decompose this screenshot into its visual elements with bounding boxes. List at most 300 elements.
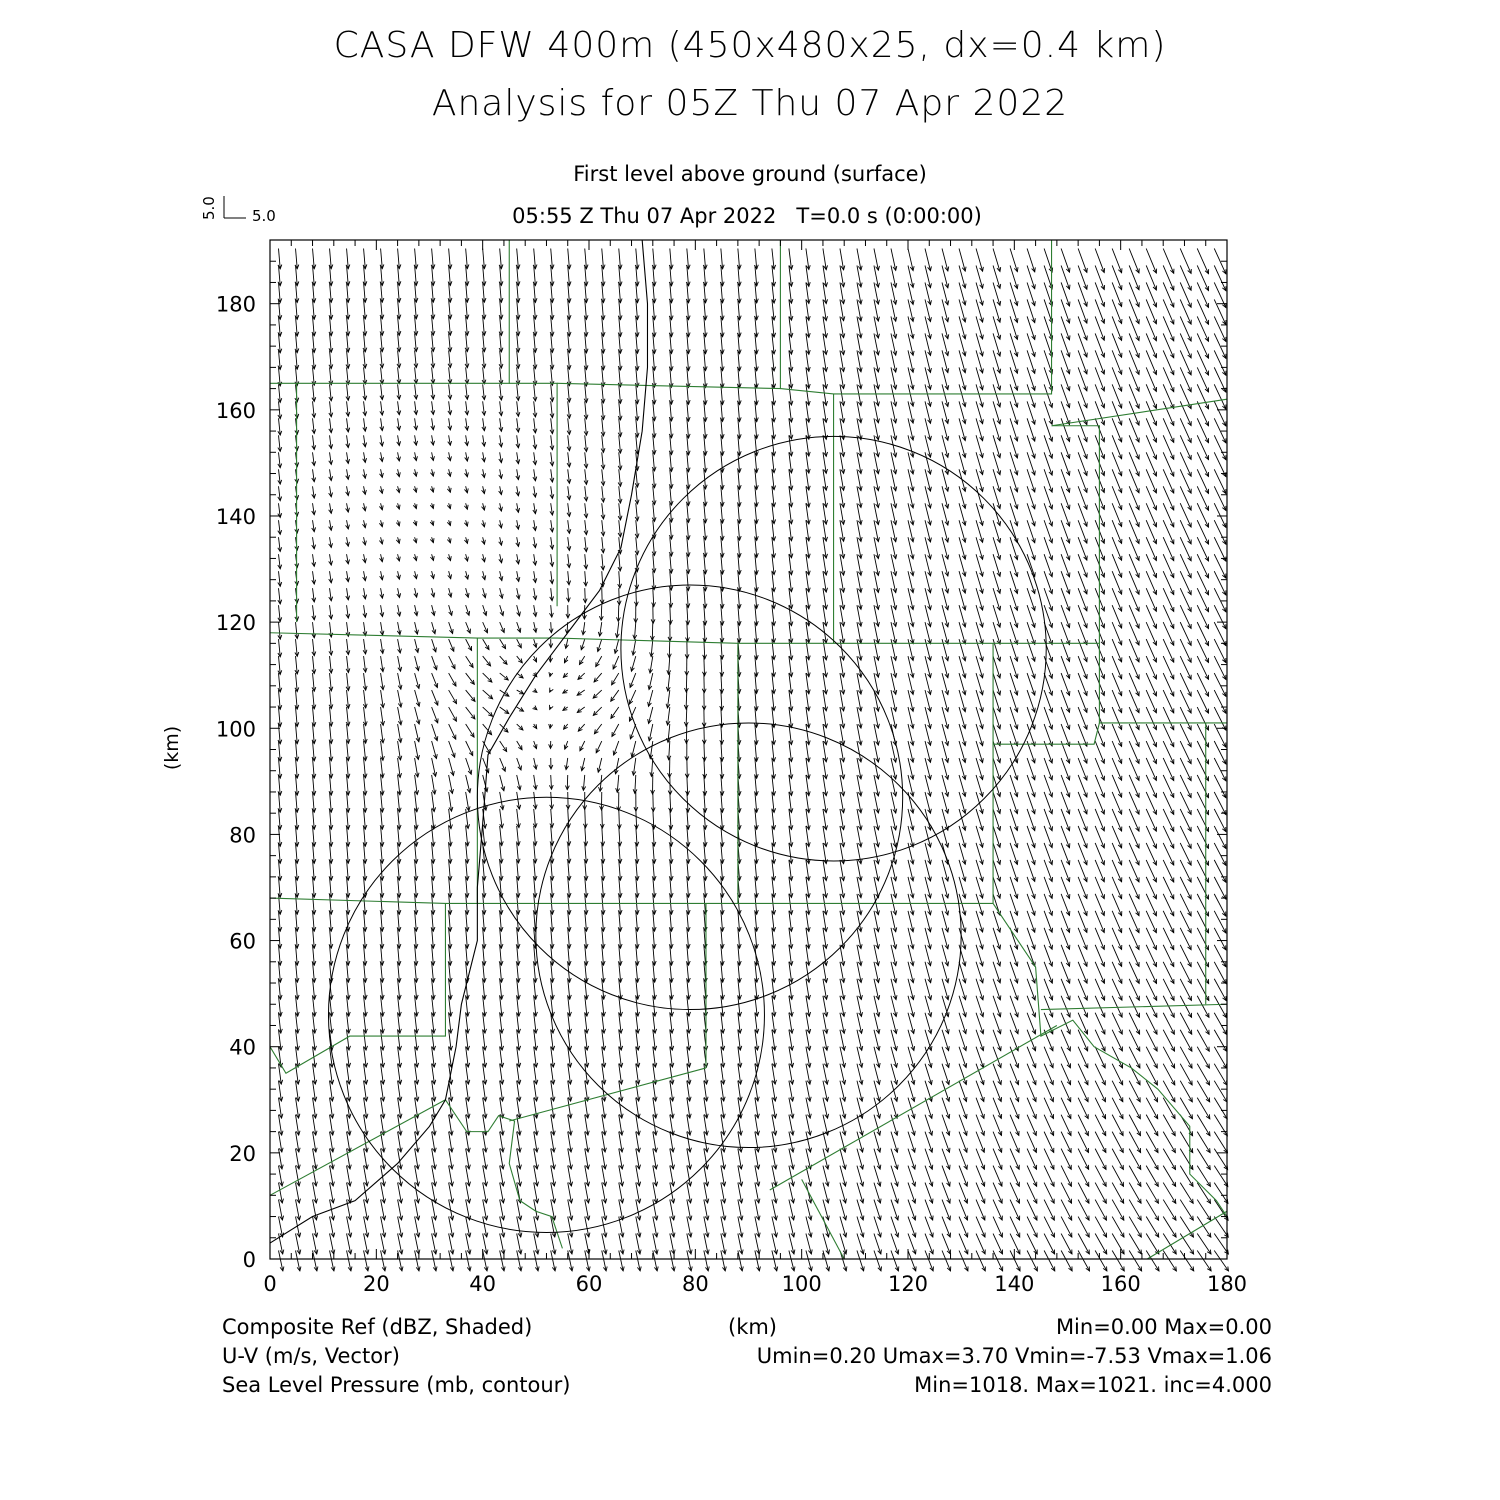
wind-vector [636,1183,641,1203]
wind-vector [687,1183,692,1203]
wind-vector [500,622,505,632]
wind-vector [396,503,400,509]
wind-vector [533,486,537,497]
wind-vector [1180,1251,1194,1271]
wind-vector [567,401,571,418]
wind-vector [329,724,333,743]
wind-vector [380,333,384,351]
wind-vector [789,1047,794,1067]
wind-vector [806,996,811,1017]
wind-vector [312,537,316,549]
wind-vector [499,588,503,598]
wind-vector [381,1183,386,1203]
wind-vector [482,367,486,383]
wind-vector [346,367,350,384]
wind-vector [772,1115,777,1135]
wind-vector [1180,843,1191,865]
wind-vector [363,418,367,431]
wind-vector [448,554,452,560]
wind-vector [380,367,384,383]
wind-vector [516,469,520,479]
wind-vector [397,333,401,351]
wind-vector [329,469,333,480]
wind-vector [466,792,470,811]
y-tick-label: 40 [229,1035,256,1060]
wind-vector [430,469,434,476]
wind-vector [648,673,653,689]
wind-vector [1112,1217,1124,1238]
wind-vector [1061,1217,1072,1238]
y-tick-label: 0 [242,1248,256,1272]
wind-vector [465,826,469,846]
wind-vector [1180,1217,1193,1238]
wind-vector [567,503,571,516]
wind-vector [738,1132,743,1152]
wind-vector [772,1064,777,1084]
wind-vector [533,554,537,565]
wind-vector [669,792,673,812]
wind-vector [278,248,282,268]
vector-key-u-label: 5.0 [252,207,276,225]
wind-vector [346,571,350,582]
wind-vector [483,639,489,649]
wind-vector [499,248,503,268]
wind-vector [380,401,384,415]
wind-vector [564,741,568,749]
wind-vector [1163,1234,1176,1255]
wind-vectors [278,248,1229,1270]
wind-vector [533,622,537,632]
wind-vector [618,486,622,503]
wind-vector [449,1166,454,1186]
wind-vector [601,367,605,386]
wind-vector [631,741,636,757]
wind-vector [329,367,333,384]
wind-vector [669,588,673,607]
wind-vector [278,639,282,657]
wind-vector [993,1251,1003,1271]
wind-vector [1146,843,1156,865]
wind-vector [312,486,316,498]
wind-vector [346,469,350,479]
wind-vector [413,486,417,492]
wind-vector [630,724,636,739]
vector-key-v-label: 5.0 [200,196,218,220]
wind-vector [703,571,707,591]
county-line [270,633,1099,644]
wind-vector [381,724,385,743]
county-line [445,1100,562,1249]
wind-vector [1078,1217,1089,1238]
wind-vector [567,826,571,846]
wind-vector [396,486,400,492]
wind-vector [448,367,452,383]
wind-vector [669,435,673,454]
wind-vector [363,469,367,478]
wind-vector [648,690,653,706]
wind-vector [585,1166,590,1186]
wind-vector [601,537,605,553]
wind-vector [448,588,452,597]
plot-title: CASA DFW 400m (450x480x25, dx=0.4 km) [333,25,1167,66]
wind-vector [618,418,622,436]
wind-vector [653,1149,658,1169]
wind-vector [464,537,468,543]
y-tick-label: 120 [215,611,256,636]
wind-vector [295,639,299,656]
wind-vector [449,1183,454,1203]
wind-vector [398,758,402,777]
wind-vector [449,673,456,686]
wind-vector [432,1166,437,1186]
wind-vector [685,656,689,675]
county-line [270,898,993,903]
wind-vector [670,1115,674,1135]
wind-vector [857,248,862,270]
wind-vector [533,350,537,368]
wind-vector [396,469,400,476]
wind-vector [346,690,350,708]
wind-vector [483,1166,488,1186]
wind-vector [295,673,299,692]
wind-vector [584,418,588,435]
wind-vector [379,537,383,544]
wind-vector [465,571,469,579]
wind-vector [483,690,493,699]
wind-vector [448,826,452,846]
wind-vector [517,639,522,648]
wind-vector [549,622,553,633]
wind-vector [685,758,689,778]
x-tick-label: 60 [575,1272,603,1296]
wind-vector [652,418,656,437]
wind-vector [1163,843,1174,865]
wind-vector [346,537,350,546]
wind-vector [482,316,486,335]
wind-vector [363,656,367,672]
wind-vector [721,1149,726,1169]
wind-vector [755,1166,760,1186]
wind-vector [1214,1217,1228,1238]
level-label: First level above ground (surface) [573,162,927,186]
wind-vector [449,724,456,739]
wind-vector [772,248,776,269]
wind-vector [596,656,602,667]
wind-vector [635,571,639,589]
wind-vector [635,486,639,504]
wind-vector [516,435,520,448]
wind-vector [465,248,469,268]
wind-vector [432,724,438,741]
wind-vector [619,1115,623,1135]
wind-vector [465,418,469,430]
wind-vector [568,1115,572,1135]
wind-vector [431,452,435,460]
wind-vector [397,605,401,616]
wind-vector [636,1132,641,1152]
wind-vector [565,758,569,770]
wind-vector [346,350,350,368]
wind-vector [449,690,457,703]
wind-vector [584,571,588,586]
wind-vector [295,656,299,674]
wind-vector [363,605,367,617]
wind-vector [1129,1234,1141,1255]
wind-vector [449,792,453,811]
wind-vector [313,1132,318,1152]
wind-vector [584,435,588,451]
wind-vector [652,469,656,487]
wind-vector [567,520,571,533]
wind-vector [551,1115,555,1135]
wind-vector [312,520,316,531]
wind-vector [432,690,438,705]
wind-vector [1197,894,1208,916]
wind-vector [414,401,418,414]
wind-vector [550,401,554,417]
wind-vector [414,316,418,335]
wind-vector [380,741,384,760]
wind-vector [619,1166,624,1186]
wind-vector [533,588,537,600]
wind-vector [703,605,707,625]
wind-vector [500,639,506,649]
time-label: 05:55 Z Thu 07 Apr 2022 T=0.0 s (0:00:00) [512,204,982,228]
wind-vector [346,418,350,432]
wind-vector [583,588,587,603]
wind-vector [329,690,333,709]
wind-vector [415,673,420,688]
wind-vector [364,1115,368,1135]
wind-vector [465,843,469,863]
wind-vector [611,707,619,718]
wind-vector [1044,1234,1055,1254]
wind-vector [482,452,486,462]
wind-vector [346,605,350,618]
wind-vector [500,605,504,616]
wind-vector [295,248,299,268]
wind-vector [1044,1217,1054,1238]
wind-vector [566,588,570,602]
wind-vector [581,758,585,771]
wind-vector [432,707,438,723]
wind-vector [550,588,554,601]
wind-vector [652,571,656,589]
wind-vector [533,248,537,268]
wind-vector [1180,1234,1193,1255]
wind-vector [533,418,537,433]
wind-vector [630,673,636,687]
wind-vector [517,707,524,711]
wind-vector [449,707,457,721]
wind-vector [618,435,622,453]
wind-vector [652,435,656,454]
wind-vector [499,333,503,352]
wind-vector [567,554,571,567]
wind-vector [601,452,605,469]
wind-vector [414,248,418,268]
wind-vector [329,350,333,368]
wind-vector [1197,775,1208,798]
wind-vector [599,605,603,620]
wind-vector [516,418,520,432]
wind-vector [1197,877,1208,899]
y-tick-label: 100 [215,717,256,742]
wind-vector [602,1149,607,1169]
wind-vector [533,775,537,789]
wind-vector [414,792,418,812]
wind-vector [415,690,420,706]
wind-vector [329,452,333,464]
wind-vector [346,520,350,529]
wind-vector [1163,792,1174,814]
wind-vector [346,486,350,495]
wind-vector [466,741,473,756]
wind-vector [499,384,503,400]
wind-vector [806,1030,811,1051]
wind-vector [840,248,845,269]
wind-vector [329,673,333,691]
wind-vector [347,1166,352,1186]
wind-vector [686,588,690,607]
wind-vector [1112,1234,1124,1254]
wind-vector [500,809,504,828]
wind-vector [517,690,524,694]
wind-vector [363,248,367,268]
wind-vector [686,571,690,590]
wind-vector [702,656,706,676]
wind-vector [465,333,469,351]
wind-vector [465,367,469,383]
wind-vector [517,673,523,678]
plot-subtitle: Analysis for 05Z Thu 07 Apr 2022 [431,83,1069,124]
wind-vector [380,435,384,446]
wind-vector [447,503,451,508]
wind-vector [1180,826,1191,848]
wind-vector [1197,826,1208,848]
wind-vector [533,367,537,385]
wind-vector [533,537,537,548]
wind-vector [686,248,690,268]
wind-vector [1163,1217,1176,1238]
wind-vector [925,248,931,270]
wind-vector [482,486,486,493]
wind-vector [517,1132,522,1152]
wind-vector [431,418,435,430]
wind-vector [500,673,509,680]
wind-vector [1214,843,1226,865]
x-tick-label: 140 [994,1272,1035,1296]
wind-vector [611,690,619,701]
wind-vector [431,401,435,414]
wind-vector [584,520,588,534]
wind-vector [312,605,316,620]
wind-vector [687,1115,691,1135]
wind-vector [516,520,520,529]
wind-vector [598,622,602,636]
wind-vector [330,1183,335,1203]
wind-vector [398,690,403,707]
wind-vector [581,639,585,650]
wind-vector [1095,1251,1107,1271]
wind-vector [397,571,401,579]
wind-vector [278,605,282,621]
wind-vector [685,724,689,743]
wind-vector [601,826,605,846]
county-line [802,1179,845,1259]
wind-vector [432,1149,437,1169]
wind-vector [363,316,367,335]
wind-vector [567,248,571,268]
wind-vector [597,758,601,772]
wind-vector [584,248,588,268]
wind-vector [533,639,537,647]
wind-vector [499,316,503,335]
wind-vector [516,588,520,599]
wind-vector [533,724,537,729]
wind-vector [669,248,673,268]
wind-vector [381,1115,385,1135]
wind-vector [278,571,282,586]
wind-vector [398,1132,403,1152]
wind-vector [601,503,605,519]
wind-vector [278,537,282,551]
wind-vector [312,452,316,465]
wind-vector [482,350,486,368]
wind-vector [346,724,350,743]
wind-vector [278,554,282,569]
wind-vector [482,588,486,598]
wind-vector [466,622,471,633]
wind-vector [466,758,472,774]
wind-vector [1129,1217,1141,1238]
wind-vector [601,248,605,268]
wind-vector [482,333,486,351]
wind-vector [482,469,486,477]
wind-vector [772,1081,777,1101]
wind-vector [806,1013,811,1034]
wind-vector [296,1115,300,1135]
wind-vector [329,384,333,401]
wind-vector [397,622,401,634]
wind-vector [346,554,350,564]
wind-vector [772,1098,777,1118]
wind-vector [312,673,316,691]
wind-vector [1214,826,1226,849]
wind-vector [568,1132,573,1152]
wind-vector [686,537,690,556]
wind-vector [432,639,437,652]
wind-vector [533,469,537,481]
wind-vector [398,707,403,725]
wind-vector [633,775,637,793]
wind-vector [431,588,435,597]
wind-vector [551,1166,556,1186]
wind-vector [346,435,350,447]
wind-vector [601,469,605,485]
wind-vector [396,554,400,561]
wind-vector [449,758,455,775]
wind-vector [549,775,553,789]
wind-vector [312,724,316,744]
wind-vector [669,452,673,471]
wind-vector [466,690,475,701]
wind-vector [534,1166,539,1186]
wind-vector [584,503,588,518]
wind-vector [346,248,350,268]
wind-vector [567,571,571,585]
wind-vector [329,639,333,655]
